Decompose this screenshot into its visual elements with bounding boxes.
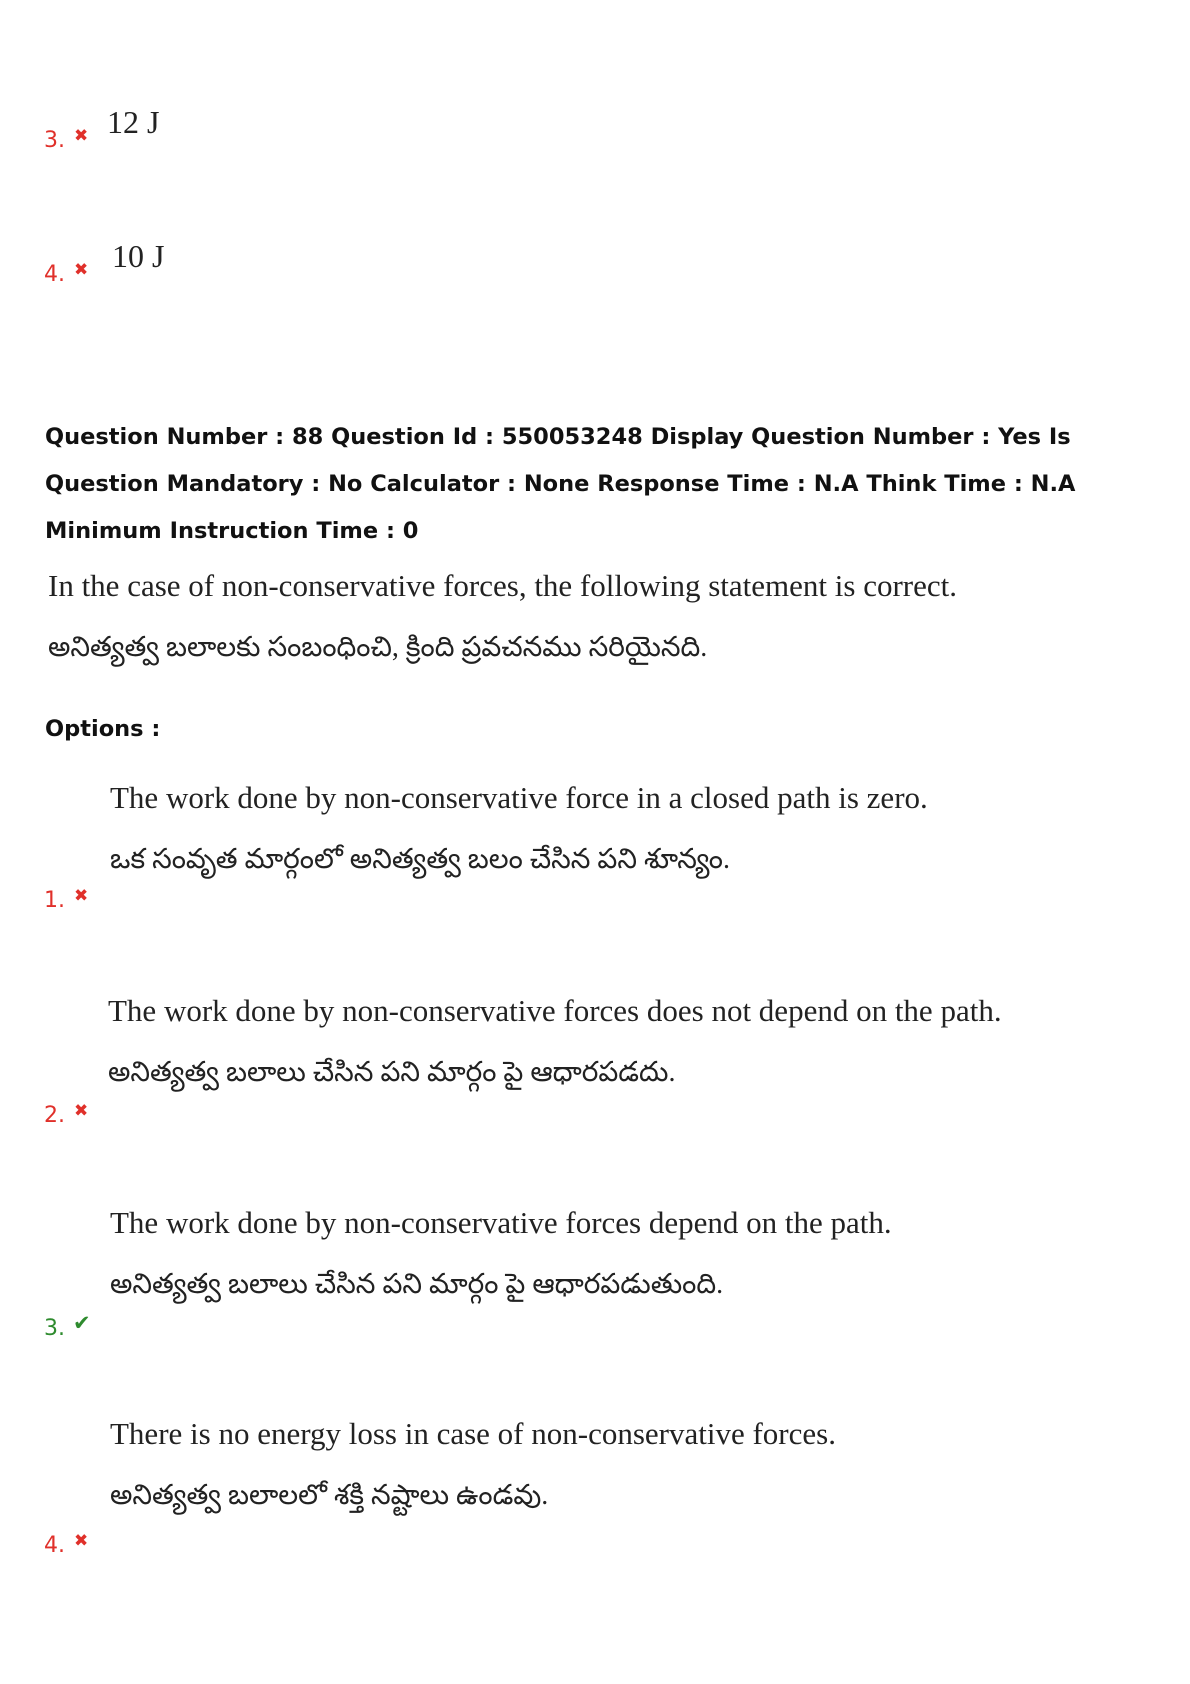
wrong-icon: ✖ [74,1101,89,1121]
wrong-icon: ✖ [74,126,89,146]
option-text: 10 J [112,238,165,274]
option-text-telugu: అనిత్యత్వ బలాలు చేసిన పని మార్గం పై ఆధారపడదు. [108,1057,676,1088]
option-text-telugu: అనిత్యత్వ బలాలలో శక్తి నష్టాలు ఉండవు. [110,1480,549,1511]
option-number: 3. [44,128,65,153]
option-number: 4. [44,1533,65,1558]
option-text-english: The work done by non-conservative force in a closed path is zero. [110,780,928,815]
options-label: Options : [45,716,161,742]
option-text-english: The work done by non-conservative forces depend on the path. [110,1205,892,1240]
option-text-telugu: ఒక సంవృత మార్గంలో అనిత్యత్వ బలం చేసిన పని శూన్యం. [110,844,730,875]
option-text-english: The work done by non-conservative forces does not depend on the path. [108,993,1002,1028]
option-number: 3. [44,1316,65,1341]
option-text-english: There is no energy loss in case of non-conservative forces. [110,1416,836,1451]
option-number: 2. [44,1103,65,1128]
question-text-english: In the case of non-conservative forces, the following statement is correct. [48,568,957,603]
option-text: 12 J [107,104,160,140]
wrong-icon: ✖ [74,886,89,906]
wrong-icon: ✖ [74,260,89,280]
option-number: 1. [44,888,65,913]
question-meta: Question Number : 88 Question Id : 550053248 Display Question Number : Yes Is Question Mandatory : No Calculator : None Response Time : N.A Think Time : N.A Minimum Instruction Time : 0 [45,424,1076,544]
check-icon: ✔ [73,1311,91,1335]
option-text-telugu: అనిత్యత్వ బలాలు చేసిన పని మార్గం పై ఆధారపడుతుంది. [110,1269,724,1300]
option-number: 4. [44,262,65,287]
question-text-telugu: అనిత్యత్వ బలాలకు సంబంధించి, క్రింది ప్రవచనము సరియైనది. [48,632,708,663]
wrong-icon: ✖ [74,1531,89,1551]
